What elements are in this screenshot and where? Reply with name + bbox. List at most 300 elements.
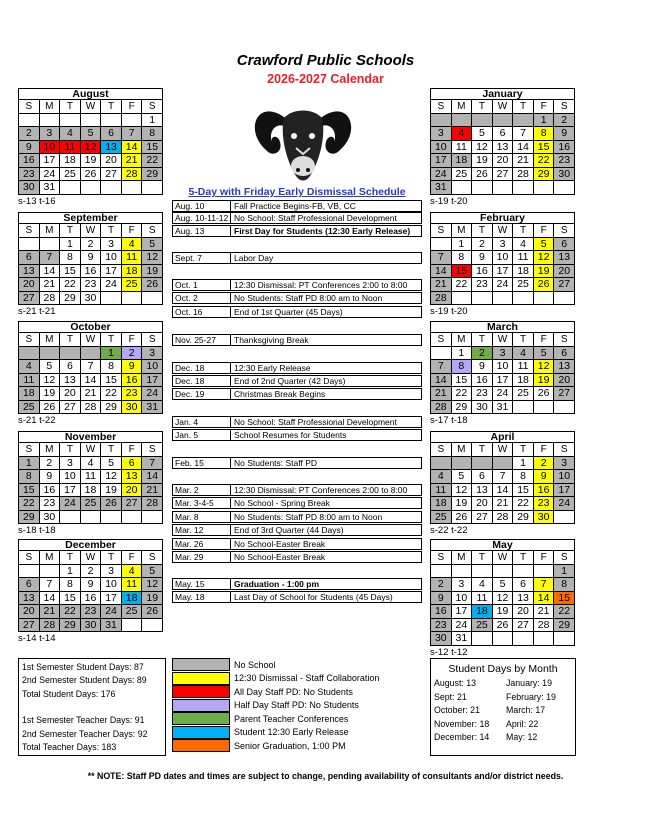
day-cell: 19 [472,154,493,168]
day-cell [493,565,514,579]
day-cell: 9 [81,578,102,592]
day-cell [142,292,163,306]
day-cell: 4 [452,127,473,141]
day-cell: 28 [431,292,452,306]
day-cell [472,181,493,195]
day-header: T [472,100,493,114]
month-calendar-march [430,321,575,426]
day-cell: 8 [19,470,40,484]
day-header: F [534,443,555,457]
day-header: T [60,551,81,565]
month-title: February [430,212,575,223]
day-cell: 31 [101,619,122,633]
day-header: S [19,100,40,114]
student-days-row [431,718,575,732]
day-summary [18,658,166,756]
event-date: Mar. 12 [173,525,231,535]
legend [172,658,422,753]
day-cell: 24 [40,168,61,182]
day-cell: 16 [19,154,40,168]
month-title: March [430,321,575,332]
day-cell: 30 [40,511,61,525]
month-title: August [18,88,163,99]
day-cell: 17 [142,374,163,388]
summary-line: Total Student Days: 176 [22,688,116,699]
day-cell [513,632,534,646]
day-header: S [554,551,575,565]
day-cell: 16 [81,265,102,279]
day-cell: 2 [81,238,102,252]
day-header: S [19,551,40,565]
day-cell: 18 [81,484,102,498]
day-header: M [40,333,61,347]
event-text: 12:30 Early Release [234,363,311,373]
day-cell: 19 [40,387,61,401]
day-cell: 6 [554,238,575,252]
day-cell: 9 [19,141,40,155]
day-cell: 21 [513,154,534,168]
day-cell: 10 [452,592,473,606]
day-cell: 24 [452,619,473,633]
month-title: May [430,539,575,550]
day-cell [60,347,81,361]
month-days: Sept: 21 [434,691,467,702]
day-cell: 11 [513,251,534,265]
day-cell: 1 [452,238,473,252]
event-text: Labor Day [234,253,274,263]
day-header: W [81,333,102,347]
day-header: T [60,100,81,114]
day-cell: 2 [554,114,575,128]
day-cell [81,181,102,195]
day-header: T [472,333,493,347]
event-date: Dec. 18 [173,376,231,386]
summary-line: 2nd Semester Student Days: 89 [22,675,147,686]
day-header: M [40,100,61,114]
day-cell: 28 [122,168,143,182]
day-cell: 2 [472,347,493,361]
day-cell: 11 [472,592,493,606]
event-text: No School-Easter Break [234,552,326,562]
day-cell: 20 [19,605,40,619]
day-cell: 8 [534,127,555,141]
day-cell: 1 [60,565,81,579]
day-cell: 3 [431,127,452,141]
event-date: Mar. 8 [173,512,231,522]
student-days-title: Student Days by Month [448,663,558,675]
day-cell: 27 [554,278,575,292]
day-header: T [513,100,534,114]
day-cell: 17 [40,154,61,168]
day-cell: 24 [431,168,452,182]
day-cell: 6 [493,127,514,141]
month-days: May: 12 [506,732,538,742]
day-cell: 5 [40,360,61,374]
event-date: Aug. 10-11-12 [173,213,231,223]
day-cell: 20 [122,484,143,498]
month-grid [430,99,575,195]
student-days-by-month [430,658,576,756]
event-row [172,200,422,212]
day-cell: 21 [81,387,102,401]
day-header: T [60,443,81,457]
event-text: No Students: Staff PD 8:00 am to Noon [234,512,383,522]
event-date: May. 18 [173,592,231,602]
day-cell [493,632,514,646]
day-cell: 9 [431,592,452,606]
day-cell: 18 [513,265,534,279]
day-header: S [554,443,575,457]
legend-label: No School [234,659,276,670]
event-text: No School-Easter Break [234,539,326,549]
day-cell: 16 [472,265,493,279]
month-days: December: 14 [434,732,490,742]
day-cell: 13 [554,251,575,265]
day-cell: 13 [101,141,122,155]
legend-item [172,672,422,686]
student-days-row [431,704,575,718]
day-cell: 23 [40,497,61,511]
day-cell: 9 [81,251,102,265]
month-stats: s-19 t-20 [430,306,468,317]
day-cell: 7 [513,127,534,141]
day-cell [19,565,40,579]
day-cell: 16 [122,374,143,388]
legend-label: All Day Staff PD: No Students [234,686,353,697]
legend-label: 12:30 Dismissal - Staff Collaboration [234,673,380,684]
day-cell: 16 [472,374,493,388]
legend-label: Senior Graduation, 1:00 PM [234,740,346,751]
day-cell: 7 [534,578,555,592]
day-cell [19,238,40,252]
day-cell [101,292,122,306]
day-cell: 19 [534,374,555,388]
day-cell: 2 [431,578,452,592]
event-text: Fall Practice Begins-FB, VB, CC [234,201,356,211]
day-cell: 25 [19,401,40,415]
day-cell: 29 [101,401,122,415]
day-cell: 23 [472,387,493,401]
day-cell: 1 [101,347,122,361]
month-title: October [18,321,163,332]
day-cell: 16 [40,484,61,498]
month-calendar-december [18,539,163,644]
day-cell: 12 [534,360,555,374]
day-cell: 15 [513,484,534,498]
day-cell: 29 [513,511,534,525]
month-calendar-august [18,88,163,207]
day-cell: 24 [101,605,122,619]
day-cell: 26 [101,497,122,511]
day-cell: 28 [493,511,514,525]
day-cell: 23 [122,387,143,401]
day-cell: 1 [554,565,575,579]
legend-item [172,685,422,699]
day-header: S [431,224,452,238]
day-cell: 25 [513,278,534,292]
day-cell: 13 [493,141,514,155]
day-cell [101,114,122,128]
day-cell: 4 [122,565,143,579]
day-header: W [493,443,514,457]
event-date: Oct. 16 [173,307,231,317]
event-row [172,511,422,523]
day-cell [472,114,493,128]
day-cell: 28 [431,401,452,415]
month-stats: s-18 t-18 [18,525,56,536]
day-cell [554,181,575,195]
day-cell: 20 [472,497,493,511]
day-cell: 14 [493,484,514,498]
event-row [172,362,422,374]
day-cell: 8 [60,578,81,592]
day-cell [40,565,61,579]
day-cell: 18 [19,387,40,401]
day-header: M [452,100,473,114]
day-cell: 21 [122,154,143,168]
day-cell [493,181,514,195]
day-cell: 9 [534,470,555,484]
day-cell: 9 [554,127,575,141]
day-header: F [122,224,143,238]
day-cell: 25 [81,497,102,511]
day-cell: 23 [534,497,555,511]
legend-swatch [172,726,230,739]
day-cell: 17 [493,265,514,279]
day-cell: 24 [493,387,514,401]
day-cell: 31 [493,401,514,415]
day-cell [452,565,473,579]
day-cell [101,181,122,195]
day-cell: 3 [60,457,81,471]
day-cell: 12 [472,141,493,155]
event-text: Last Day of School for Students (45 Days) [234,592,393,602]
event-row [172,551,422,563]
day-cell: 2 [19,127,40,141]
legend-swatch [172,672,230,685]
day-header: T [60,333,81,347]
day-cell: 11 [431,484,452,498]
footnote: ** NOTE: Staff PD dates and times are subject to change, pending availability of consultants and/or district needs. [87,771,564,781]
day-cell [122,511,143,525]
day-header: S [142,224,163,238]
day-cell: 25 [452,168,473,182]
day-cell: 5 [472,127,493,141]
day-cell: 19 [534,265,555,279]
month-days: February: 19 [506,691,556,702]
day-cell: 11 [513,360,534,374]
day-cell: 25 [122,278,143,292]
legend-item [172,739,422,753]
day-header: F [122,443,143,457]
day-cell: 7 [122,127,143,141]
day-cell: 3 [101,238,122,252]
summary-line: 1st Semester Teacher Days: 91 [22,715,145,726]
event-row [172,225,422,237]
day-cell: 29 [60,292,81,306]
day-cell [142,181,163,195]
day-cell: 29 [534,168,555,182]
day-cell [493,292,514,306]
day-cell: 12 [534,251,555,265]
month-title: April [430,431,575,442]
day-header: F [534,551,555,565]
day-cell [40,347,61,361]
day-cell: 24 [554,497,575,511]
event-date: Aug. 13 [173,226,231,236]
day-cell: 13 [60,374,81,388]
month-stats: s-22 t-22 [430,525,468,536]
day-cell: 10 [493,360,514,374]
day-cell: 20 [554,374,575,388]
day-cell: 15 [534,141,555,155]
month-grid [430,550,575,646]
student-days-row [431,677,575,691]
day-cell: 30 [554,168,575,182]
legend-label: Student 12:30 Early Release [234,727,349,738]
day-cell: 25 [513,387,534,401]
day-cell: 29 [554,619,575,633]
day-header: T [101,551,122,565]
day-cell: 26 [493,619,514,633]
day-cell: 22 [554,605,575,619]
day-cell: 30 [81,619,102,633]
day-cell: 6 [122,457,143,471]
day-cell: 22 [452,278,473,292]
summary-line: 2nd Semester Teacher Days: 92 [22,728,148,739]
day-cell: 15 [452,265,473,279]
day-cell: 19 [452,497,473,511]
day-cell: 12 [142,578,163,592]
day-header: T [472,443,493,457]
day-cell: 23 [431,619,452,633]
day-cell: 12 [452,484,473,498]
day-cell [60,181,81,195]
day-cell [122,181,143,195]
event-row [172,538,422,550]
day-cell: 3 [101,565,122,579]
day-cell: 26 [81,168,102,182]
day-cell: 26 [142,278,163,292]
day-cell [452,181,473,195]
day-cell: 17 [554,484,575,498]
day-cell: 3 [452,578,473,592]
day-header: M [40,224,61,238]
day-cell: 6 [513,578,534,592]
day-header: S [431,443,452,457]
day-cell: 29 [19,511,40,525]
day-cell: 12 [40,374,61,388]
day-cell: 15 [142,141,163,155]
day-cell: 7 [40,251,61,265]
legend-item [172,699,422,713]
day-cell: 15 [60,265,81,279]
event-date: Feb. 15 [173,458,231,468]
day-cell: 2 [534,457,555,471]
event-row [172,484,422,496]
day-cell: 20 [493,154,514,168]
event-row [172,416,422,428]
day-cell: 21 [40,278,61,292]
day-cell: 1 [60,238,81,252]
day-cell [452,292,473,306]
event-row [172,212,422,224]
day-cell: 2 [472,238,493,252]
day-cell: 3 [493,347,514,361]
summary-line: Total Teacher Days: 183 [22,742,117,753]
event-row [172,524,422,536]
day-header: S [431,551,452,565]
day-cell: 30 [19,181,40,195]
event-text: End of 2nd Quarter (42 Days) [234,376,346,386]
day-header: W [81,224,102,238]
day-cell: 19 [81,154,102,168]
day-cell: 10 [431,141,452,155]
day-cell: 27 [554,387,575,401]
day-cell: 27 [19,292,40,306]
day-cell: 7 [431,360,452,374]
day-cell: 4 [513,347,534,361]
day-cell [122,292,143,306]
day-cell: 12 [142,251,163,265]
event-row [172,591,422,603]
day-cell: 24 [101,278,122,292]
day-cell: 8 [452,251,473,265]
day-cell [472,632,493,646]
event-date: Mar. 26 [173,539,231,549]
day-cell: 1 [513,457,534,471]
day-cell: 6 [472,470,493,484]
day-cell [431,457,452,471]
day-cell: 26 [40,401,61,415]
day-cell: 10 [40,141,61,155]
day-cell: 5 [142,565,163,579]
month-stats: s-19 t-20 [430,195,468,207]
day-cell [431,238,452,252]
day-cell [81,347,102,361]
day-cell: 3 [493,238,514,252]
day-cell [452,457,473,471]
day-cell: 18 [431,497,452,511]
day-cell: 4 [122,238,143,252]
day-cell: 1 [19,457,40,471]
event-date: Nov. 25-27 [173,335,231,345]
day-cell [40,238,61,252]
event-date: Oct. 1 [173,280,231,290]
month-days: January: 19 [506,678,552,688]
month-days: October: 21 [434,705,480,715]
day-cell: 3 [554,457,575,471]
day-cell: 10 [101,578,122,592]
day-cell: 7 [142,457,163,471]
day-cell: 10 [493,251,514,265]
day-cell: 30 [81,292,102,306]
student-days-row [431,731,575,745]
legend-item [172,658,422,672]
day-cell: 18 [472,605,493,619]
day-header: S [431,100,452,114]
day-cell: 22 [513,497,534,511]
day-cell [534,565,555,579]
day-header: S [142,443,163,457]
day-cell: 15 [19,484,40,498]
day-cell: 30 [431,632,452,646]
day-cell: 14 [40,265,61,279]
event-text: Graduation - 1:00 pm [234,579,320,589]
day-cell: 7 [493,470,514,484]
day-cell [534,181,555,195]
day-cell [81,114,102,128]
